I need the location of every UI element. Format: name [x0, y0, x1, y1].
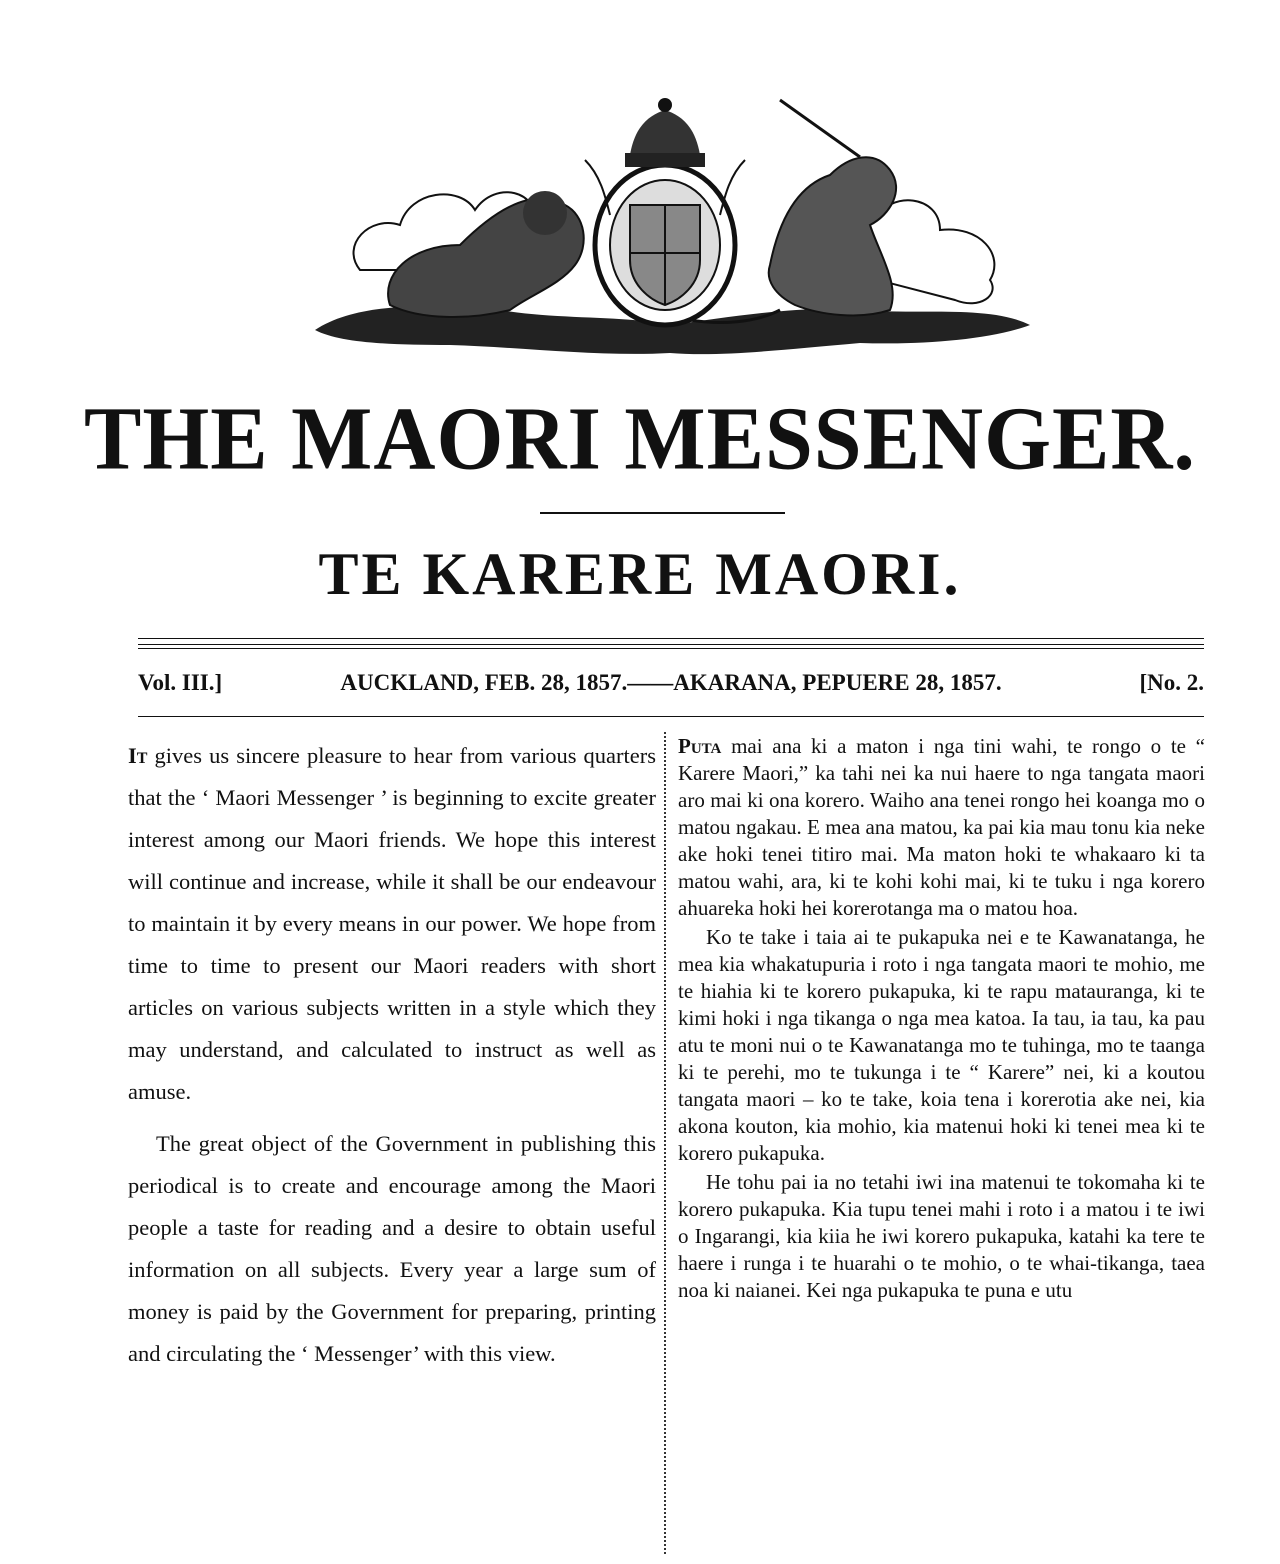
- english-paragraph-2: The great object of the Government in publishing this periodical is to create and encourage among the Maori people a taste for reading and a desire to obtain useful information on all subjects. Every year a large sum of money is paid by the Government for preparing, printing and circulating the ‘ Messenger’ with this view.: [128, 1131, 656, 1366]
- masthead-title-english: THE MAORI MESSENGER.: [84, 387, 1196, 489]
- double-rule-middle: [138, 644, 1204, 645]
- date-place: AUCKLAND, FEB. 28, 1857.——AKARANA, PEPUERE 28, 1857.: [340, 670, 1002, 695]
- dateline: [138, 670, 1204, 710]
- double-rule-top: [138, 638, 1204, 639]
- english-lead-word: It: [128, 743, 148, 768]
- title-divider: [540, 512, 785, 514]
- maori-paragraph-1-text: mai ana ki a maton i nga tini wahi, te rongo o te “ Karere Maori,” ka tahi nei ka nui haere to nga tangata maori aro mai ki ona korero. Waiho ana tenei rongo hei koanga mo o matou ngakau. E mea ana matou, ka pai kia mau tonu kia neke ake hoki tenei titiro mai. Ma maton hoki te whakaaro ki ta matou wahi, ara, ki te kohi kohi mai, ki te tuku i nga korero ahuareka hoki hei korerotanga ma o matou hoa.: [678, 734, 1206, 920]
- maori-paragraph-3: He tohu pai ia no tetahi iwi ina matenui te tokomaha ki te korero pukapuka. Kia tupu tenei mahi i roto i a matou i te iwi o Ingarangi, kia kiia he iwi korero pukapuka, katahi ka tere te haere i runga i te huarahi o te mohio, o te whai-tikanga, taea noa ki naianei. Kei nga pukapuka te puna e utu: [678, 1170, 1205, 1302]
- maori-column: [678, 733, 1205, 1306]
- english-paragraph-1: [128, 735, 656, 1113]
- masthead-title-maori: TE KARERE MAORI.: [318, 541, 962, 607]
- english-column: [128, 735, 656, 1385]
- maori-paragraph-1: [678, 733, 1205, 922]
- maori-lead-word: Puta: [678, 734, 722, 758]
- maori-paragraph-2: Ko te take i taia ai te pukapuka nei e te Kawanatanga, he mea kia whakatupuria i roto i nga tangata maori te mohio, me te hiahia ki te korero pukapuka, ki te rapu matauranga, ki te kimi hoki i nga tikanga o nga mea katoa. Ia tau, ia tau, ka pau atu te moni nui o te Kawanatanga mo te tuhinga, mo te taanga ki te perehi, mo te tukunga i te “ Karere” nei, ki a koutou tangata maori – ko te take, koia tena i korerotia ake nei, kia akona kouton, kia mohio, kia matenui hoki ki tenei mea ki te korero pukapuka.: [678, 925, 1205, 1165]
- column-divider: [664, 732, 667, 1554]
- dateline-rule: [138, 716, 1204, 717]
- double-rule-bottom: [138, 648, 1204, 649]
- english-paragraph-1-text: gives us sincere pleasure to hear from various quarters that the ‘ Maori Messenger ’ is beginning to excite greater interest among our Maori friends. We hope this interest will continue and increase, while it shall be our endeavour to maintain it by every means in our power. We hope from time to time to present our Maori readers with short articles on various subjects written in a style which they may understand, and calculated to instruct as well as amuse.: [128, 743, 657, 1104]
- issue-number: [No. 2.: [1139, 670, 1204, 695]
- royal-coat-of-arms-icon: [300, 95, 1040, 365]
- volume-label: Vol. III.]: [138, 670, 223, 695]
